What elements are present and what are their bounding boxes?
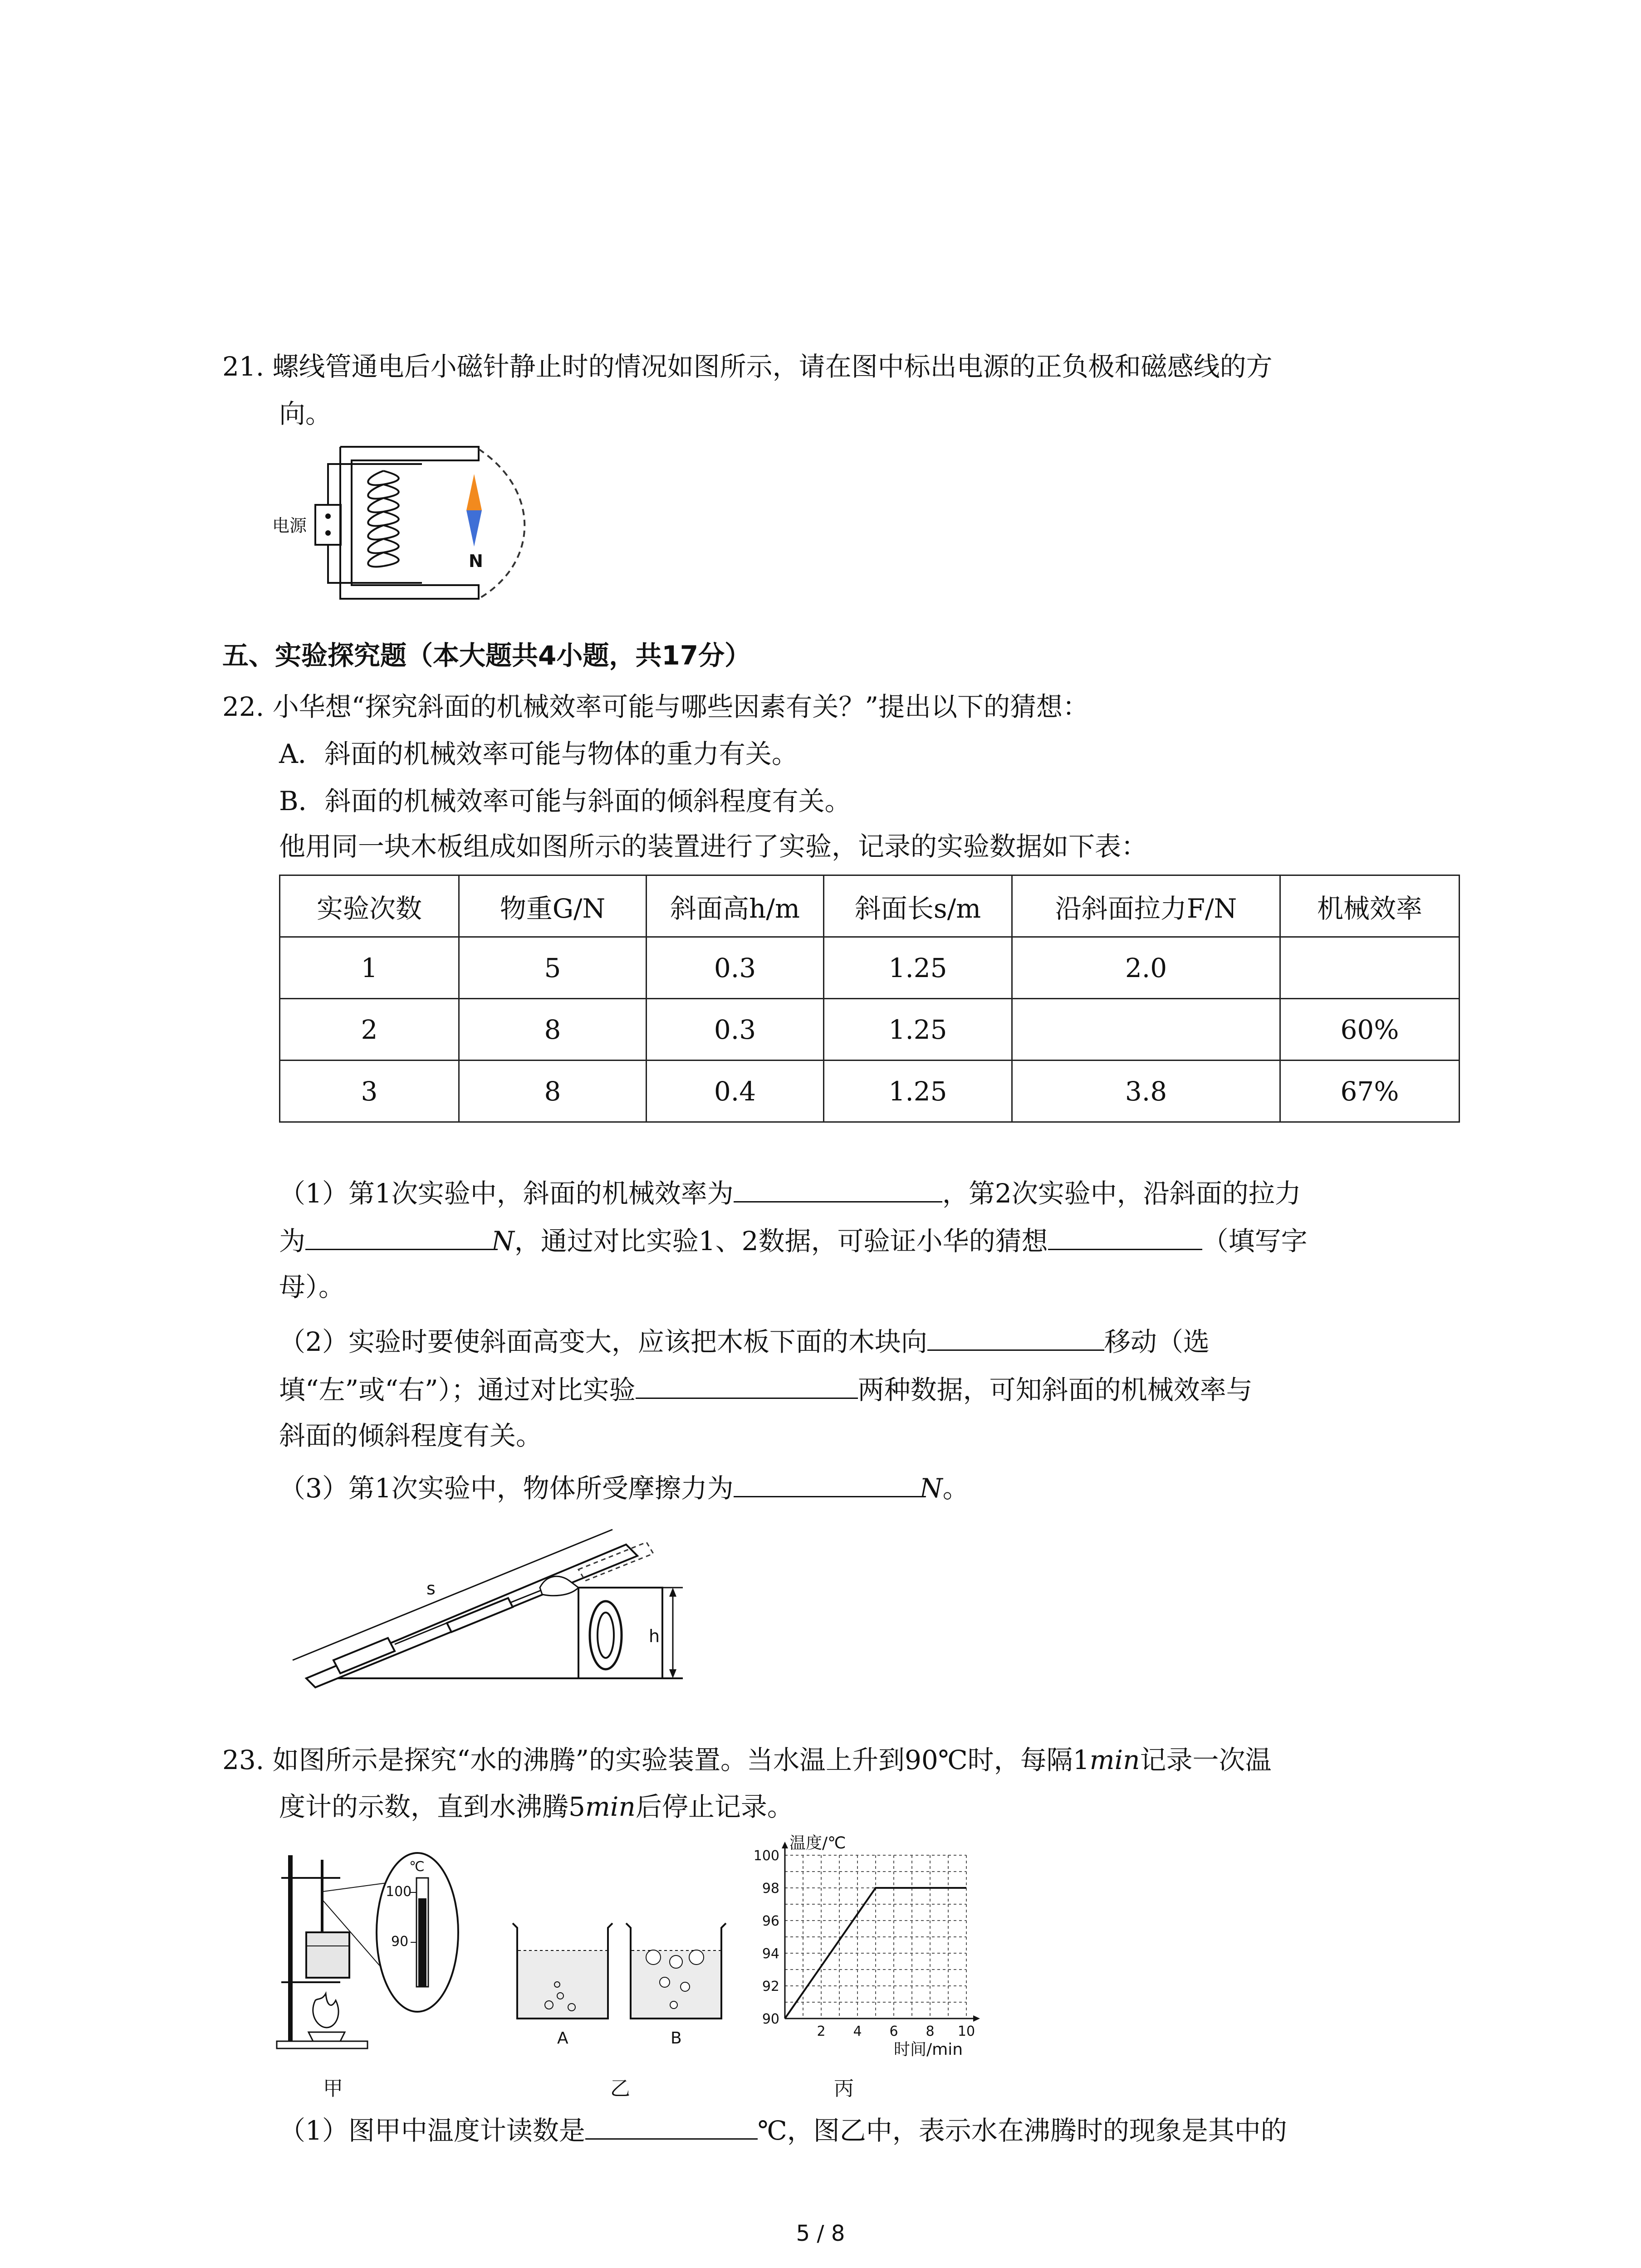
answer-blank-guess-letter[interactable] [1048, 1222, 1202, 1250]
chart-ylabel: 温度/℃ [789, 1834, 846, 1853]
table-cell: 1 [280, 937, 459, 999]
table-header-cell: 实验次数 [280, 875, 459, 937]
table-row [280, 1061, 1460, 1122]
x-tick-label: 10 [957, 2024, 975, 2039]
q22-guess-b: B．斜面的机械效率可能与斜面的倾斜程度有关。 [279, 786, 851, 816]
q22-sub2-line3: 斜面的倾斜程度有关。 [279, 1420, 543, 1451]
q22-sub3-line1: （3）第1次实验中，物体所受摩擦力为 N。 [279, 1470, 969, 1506]
q23-text-line1: 23. 如图所示是探究“水的沸腾”的实验装置。当水温上升到90℃时，每隔1min记录一次温 [222, 1745, 1272, 1775]
table-header-row [280, 875, 1460, 937]
q21-solenoid-figure [272, 431, 526, 617]
table-cell: 8 [459, 999, 647, 1061]
incline-s-label: s [426, 1579, 436, 1598]
table-cell: 8 [459, 1061, 647, 1122]
table-cell: 5 [459, 937, 647, 999]
q21-text-line2: 向。 [279, 398, 332, 429]
q23-temperature-chart [744, 1828, 998, 2064]
table-cell: 3.8 [1012, 1061, 1280, 1122]
table-cell: 0.4 [647, 1061, 824, 1122]
y-tick-label: 94 [762, 1946, 779, 1962]
table-header-cell: 沿斜面拉力F/N [1012, 875, 1280, 937]
table-cell: 2 [280, 999, 459, 1061]
y-tick-label: 92 [762, 1979, 779, 1994]
table-cell-blank[interactable] [1012, 999, 1280, 1061]
y-tick-label: 100 [753, 1848, 779, 1864]
table-cell-blank[interactable] [1280, 937, 1460, 999]
answer-blank-efficiency[interactable] [734, 1175, 942, 1202]
q23-apparatus-figure [272, 1842, 508, 2068]
x-tick-label: 4 [853, 2024, 862, 2039]
chart-xlabel: 时间/min [894, 2040, 963, 2059]
q22-data-table [279, 875, 1460, 1123]
answer-blank-friction[interactable] [734, 1470, 920, 1497]
table-cell: 67% [1280, 1061, 1460, 1122]
q23-sub1-line1: （1）图甲中温度计读数是 ℃，图乙中，表示水在沸腾时的现象是其中的 [279, 2112, 1287, 2149]
y-tick-label: 90 [762, 2011, 779, 2027]
x-tick-label: 8 [926, 2024, 935, 2039]
q22-sub2-line1: （2）实验时要使斜面高变大，应该把木板下面的木块向 移动（选 [279, 1323, 1210, 1360]
answer-blank-pull-force[interactable] [305, 1222, 491, 1250]
table-cell: 1.25 [824, 1061, 1012, 1122]
table-cell: 0.3 [647, 999, 824, 1061]
table-cell: 3 [280, 1061, 459, 1122]
x-tick-label: 2 [817, 2024, 826, 2039]
figure-label-bing: 丙 [834, 2077, 854, 2100]
table-cell: 2.0 [1012, 937, 1280, 999]
answer-blank-experiments[interactable] [636, 1371, 858, 1399]
q21-text-line1: 21. 螺线管通电后小磁针静止时的情况如图所示，请在图中标出电源的正负极和磁感线的方 [222, 351, 1273, 382]
figure-label-jia: 甲 [323, 2077, 343, 2100]
table-row [280, 937, 1460, 999]
q23-text-line2: 度计的示数，直到水沸腾5min后停止记录。 [279, 1791, 794, 1822]
beaker-b-label: B [671, 2029, 682, 2048]
table-header-cell: 机械效率 [1280, 875, 1460, 937]
table-cell: 0.3 [647, 937, 824, 999]
q22-guess-a: A．斜面的机械效率可能与物体的重力有关。 [279, 738, 798, 769]
power-source-box [315, 505, 341, 545]
x-axis-arrow [973, 2015, 980, 2022]
q22-sub2-line2: 填“左”或“右”）；通过对比实验 两种数据，可知斜面的机械效率与 [279, 1371, 1253, 1408]
table-row [280, 999, 1460, 1061]
x-tick-label: 6 [889, 2024, 898, 2039]
table-cell: 1.25 [824, 999, 1012, 1061]
compass-n-label: N [469, 551, 483, 571]
answer-blank-thermometer-reading[interactable] [585, 2112, 758, 2140]
figure-label-yi: 乙 [610, 2077, 630, 2100]
table-cell: 60% [1280, 999, 1460, 1061]
q22-sub1-line2: 为 N，通过对比实验1、2数据，可验证小华的猜想 （填写字 [279, 1222, 1308, 1259]
y-axis-arrow [782, 1842, 788, 1848]
q22-intro: 他用同一块木板组成如图所示的装置进行了实验，记录的实验数据如下表： [279, 831, 1148, 862]
compass-needle-south [466, 474, 482, 510]
table-header-cell: 物重G/N [459, 875, 647, 937]
page-number: 5 / 8 [796, 2221, 845, 2246]
answer-blank-direction[interactable] [927, 1323, 1104, 1351]
y-tick-label: 98 [762, 1881, 779, 1897]
compass-needle-north [466, 510, 482, 547]
section5-title: 五、实验探究题（本大题共4小题，共17分） [222, 640, 751, 671]
beaker-a-label: A [557, 2029, 568, 2048]
q22-sub1-line3: 母）。 [279, 1271, 345, 1302]
q23-beakers-figure [504, 1919, 758, 2068]
y-tick-label: 96 [762, 1913, 779, 1929]
thermometer-tick-100: 100 [386, 1884, 412, 1900]
thermometer-tick-90: 90 [391, 1934, 409, 1950]
thermometer-unit-label: ℃ [409, 1859, 425, 1875]
incline-h-label: h [649, 1626, 660, 1646]
q22-sub1-line1: （1）第1次实验中，斜面的机械效率为 ，第2次实验中，沿斜面的拉力 [279, 1175, 1301, 1212]
table-cell: 1.25 [824, 937, 1012, 999]
chart-grid [785, 1855, 966, 2019]
q22-text-line1: 22. 小华想“探究斜面的机械效率可能与哪些因素有关？”提出以下的猜想： [222, 691, 1089, 722]
power-source-label: 电源 [272, 516, 307, 536]
table-header-cell: 斜面长s/m [824, 875, 1012, 937]
table-header-cell: 斜面高h/m [647, 875, 824, 937]
q22-incline-figure [279, 1520, 687, 1692]
